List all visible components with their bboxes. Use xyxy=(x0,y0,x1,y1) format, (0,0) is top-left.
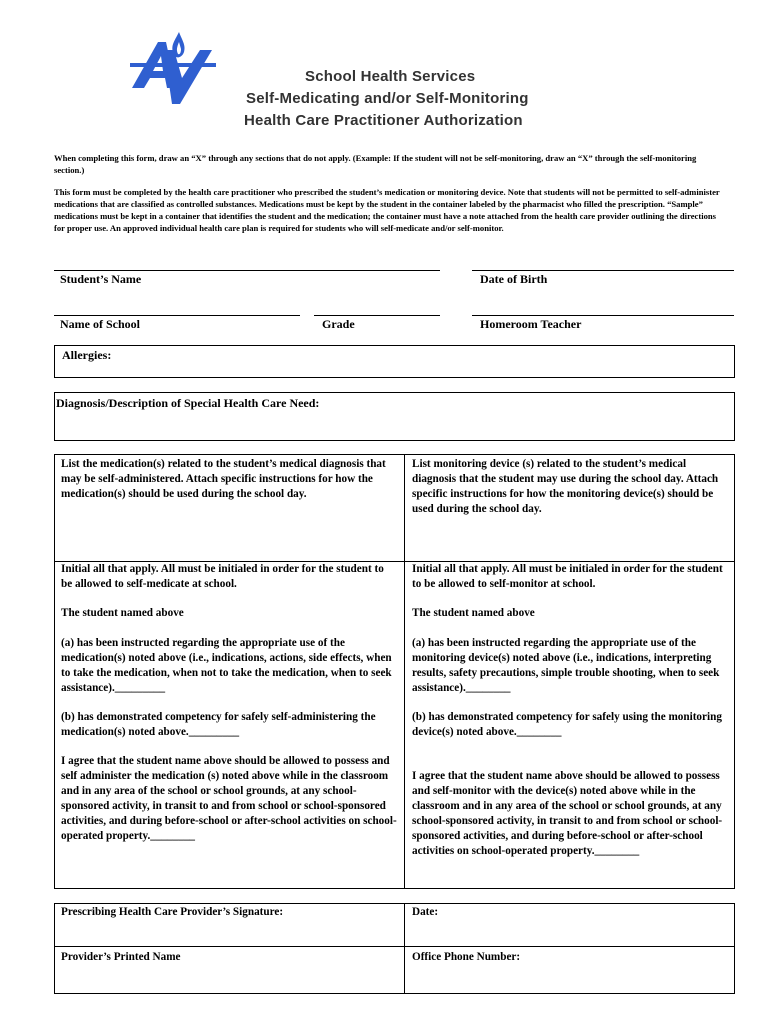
title-line-3: Health Care Practitioner Authorization xyxy=(244,112,523,129)
title-line-2: Self-Medicating and/or Self-Monitoring xyxy=(246,90,529,107)
intro-paragraph-2: This form must be completed by the health care practitioner who prescribed the student’s medication or monitoring device. Note that students will not be permitted to self-administer medications that are classified as controlled substances. Medications must be kept by the student in the container labeled by the pharmacist who filled the prescription. “Sample” medications must be kept in a container that identifies the student and the medication; the container must have a note attached from the health care provider outlining the directions for proper use. An approved individual health care plan is required for students who will self-medicate and/or self-monitor. xyxy=(54,187,720,233)
dob-line[interactable] xyxy=(472,270,734,271)
date-field[interactable]: Date: xyxy=(412,906,439,918)
school-line[interactable] xyxy=(54,315,300,316)
medication-list-cell[interactable]: List the medication(s) related to the student’s medical diagnosis that may be self-administered. Attach specific instructions for how the medication(s) should be used during the school day. xyxy=(61,458,386,500)
med-initial-instructions: Initial all that apply. All must be initialed in order for the student to be allowed to self-medicate at school. xyxy=(61,563,384,590)
signature-divider xyxy=(404,903,405,993)
med-student-named: The student named above xyxy=(61,607,184,619)
device-list-cell[interactable]: List monitoring device (s) related to the student’s medical diagnosis that the student may use during the school day. Attach specific instructions for how the monitoring device(s) should be used during the school day. xyxy=(412,458,719,515)
provider-signature-field[interactable]: Prescribing Health Care Provider’s Signature: xyxy=(61,906,284,918)
grade-line[interactable] xyxy=(314,315,440,316)
allergies-label: Allergies: xyxy=(62,348,112,362)
school-label: Name of School xyxy=(60,317,140,331)
med-item-b[interactable]: (b) has demonstrated competency for safely self-administering the medication(s) noted above._________ xyxy=(61,711,376,738)
dev-initial-instructions: Initial all that apply. All must be initialed in order for the student to be allowed to self-monitor at school. xyxy=(412,563,723,590)
homeroom-label: Homeroom Teacher xyxy=(480,317,582,331)
med-item-a[interactable]: (a) has been instructed regarding the appropriate use of the medication(s) noted above (i.e., indications, actions, side effects, when to take the medication, when not to take the medication, when to seek assistance)._________ xyxy=(61,637,392,694)
allergies-box[interactable] xyxy=(54,345,735,378)
office-phone-field[interactable]: Office Phone Number: xyxy=(412,951,521,963)
dev-agreement[interactable]: I agree that the student name above should be allowed to possess and self-monitor with the device(s) noted above while in the classroom and in any area of the school or school grounds, at any school-sponsored activity, in transit to and from school or school-sponsored activities, and during before-school or after-school activities on school-operated property.________ xyxy=(412,770,723,857)
intro-paragraph-1: When completing this form, draw an “X” through any sections that do not apply. (Example: If the student will not be self-monitoring, draw an “X” through the self-monitoring section.) xyxy=(54,153,697,175)
med-agreement[interactable]: I agree that the student name above should be allowed to possess and self administer the medication (s) noted above while in the classroom and in any area of the school or school grounds, at any school-sponsored activity, in transit to and from school or school-sponsored activities, and during before-school or after-school activities on school-operated property.________ xyxy=(61,755,397,842)
district-logo xyxy=(130,28,220,110)
dob-label: Date of Birth xyxy=(480,272,548,286)
dev-item-a[interactable]: (a) has been instructed regarding the appropriate use of the monitoring device(s) noted above (i.e., indications, interpreting results, safety precautions, simple trouble shooting, when to seek assistance).________ xyxy=(412,637,720,694)
student-name-line[interactable] xyxy=(54,270,440,271)
dev-student-named: The student named above xyxy=(412,607,535,619)
signature-row-divider xyxy=(54,946,734,947)
table-divider xyxy=(404,454,405,888)
title-line-1: School Health Services xyxy=(305,68,476,85)
student-name-label: Student’s Name xyxy=(60,272,142,286)
av-logo-icon xyxy=(130,28,220,110)
dev-item-b[interactable]: (b) has demonstrated competency for safely using the monitoring device(s) noted above.________ xyxy=(412,711,722,738)
diagnosis-label: Diagnosis/Description of Special Health Care Need: xyxy=(56,396,320,410)
homeroom-line[interactable] xyxy=(472,315,734,316)
grade-label: Grade xyxy=(322,317,355,331)
provider-printed-name-field[interactable]: Provider’s Printed Name xyxy=(61,951,181,963)
